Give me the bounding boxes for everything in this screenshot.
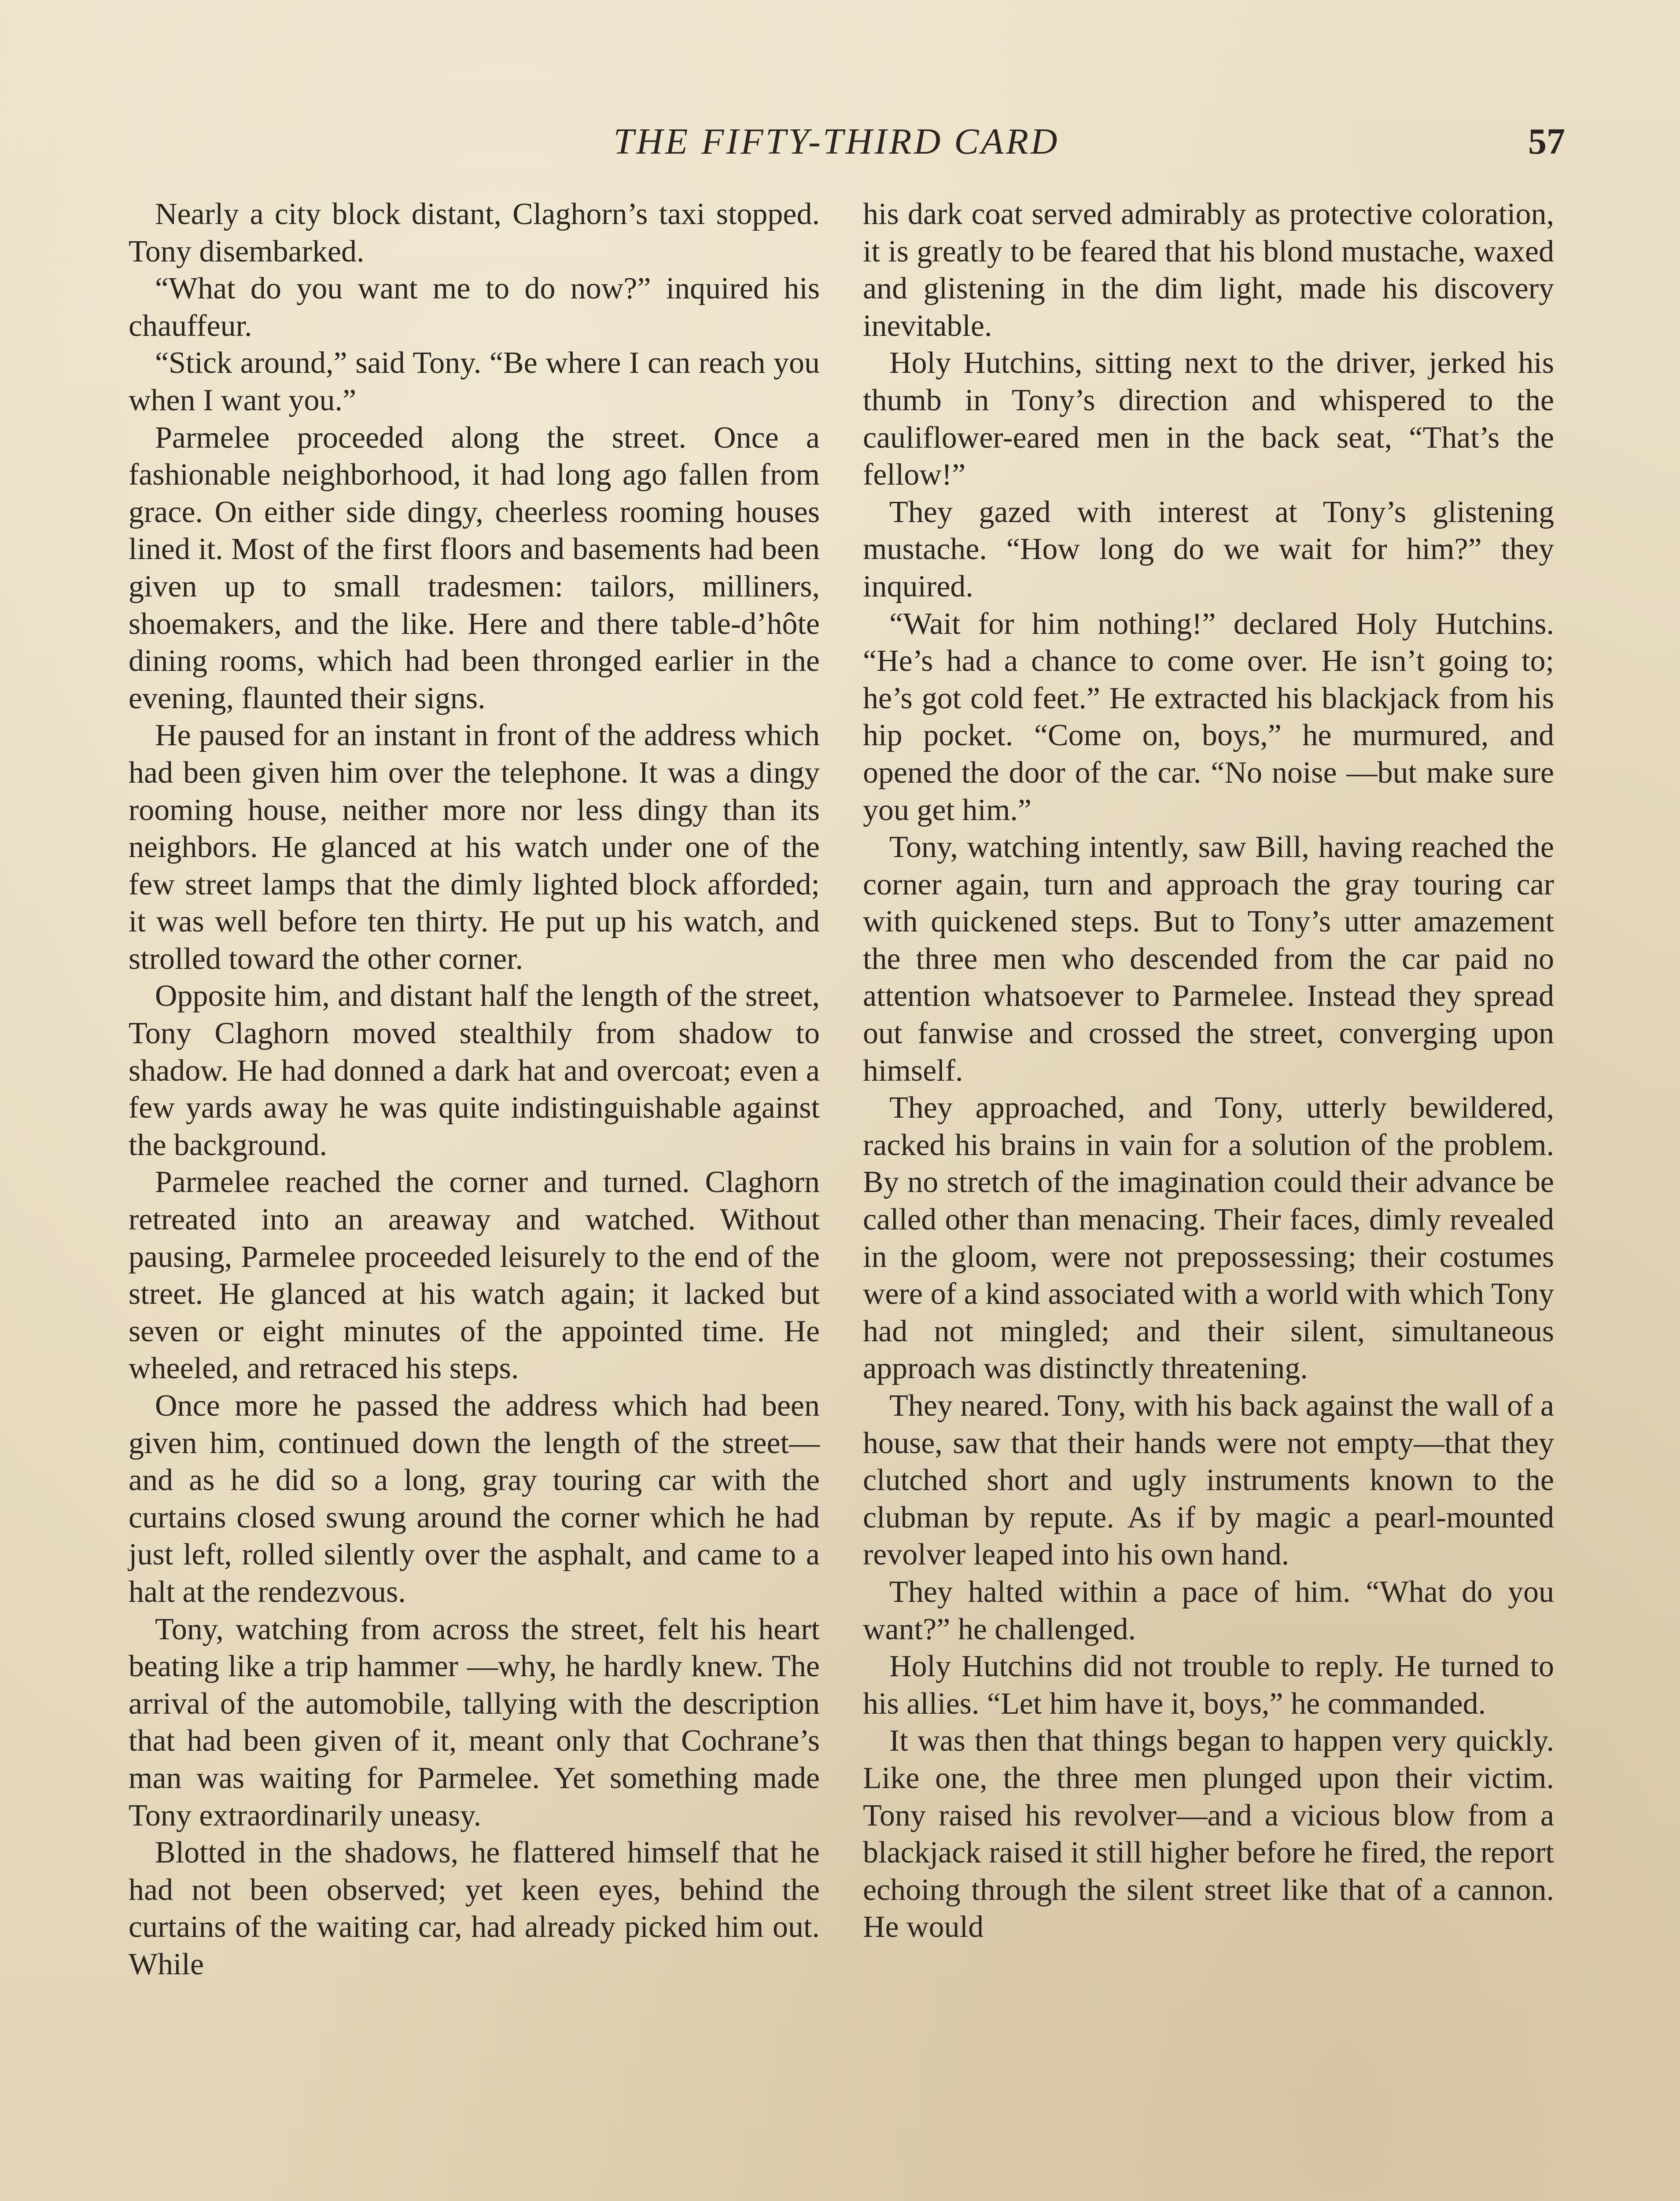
paragraph: They gazed with interest at Tony’s glistening mustache. “How long do we wait for him?” they inquired.	[863, 495, 1554, 604]
running-title: THE FIFTY-THIRD CARD	[613, 121, 1060, 162]
paragraph: Nearly a city block distant, Claghorn’s taxi stopped. Tony disembarked.	[129, 197, 820, 269]
paragraph: They halted within a pace of him. “What do you want?” he challenged.	[863, 1575, 1554, 1646]
paragraph-continued: his dark coat served admirably as protective coloration, it is greatly to be feared that his blond mustache, waxed and glistening in the dim light, made his discovery inevitable.	[863, 197, 1554, 343]
right-column	[863, 196, 1554, 1946]
paragraph: They neared. Tony, with his back against the wall of a house, saw that their hands were not empty—that they clutched short and ugly instruments known to the clubman by repute. As if by magic a pearl-mounted revolver leaped into his own hand.	[863, 1389, 1554, 1572]
paragraph: Opposite him, and distant half the length of the street, Tony Claghorn moved stealthily from shadow to shadow. He had donned a dark hat and overcoat; even a few yards away he was quite indistinguishable against the background.	[129, 979, 820, 1162]
paragraph: Once more he passed the address which had been given him, continued down the length of the street—and as he did so a long, gray touring car with the curtains closed swung around the corner which he had just left, rolled silently over the asphalt, and came to a halt at the rendezvous.	[129, 1389, 820, 1609]
paragraph: Holy Hutchins did not trouble to reply. He turned to his allies. “Let him have it, boys,” he commanded.	[863, 1649, 1554, 1721]
page-number: 57	[1528, 121, 1565, 162]
paragraph: He paused for an instant in front of the address which had been given him over the telephone. It was a dingy rooming house, neither more nor less dingy than its neighbors. He glanced at his watch under one of the few street lamps that the dimly lighted block afforded; it was well before ten thirty. He put up his watch, and strolled toward the other corner.	[129, 718, 820, 976]
left-column	[129, 196, 820, 1984]
paragraph: “What do you want me to do now?” inquired his chauffeur.	[129, 272, 820, 343]
paragraph: They approached, and Tony, utterly bewildered, racked his brains in vain for a solution of the problem. By no stretch of the imagination could their advance be called other than menacing. Their faces, dimly revealed in the gloom, were not prepossessing; their costumes were of a kind associated with a world with which Tony had not mingled; and their silent, simultaneous approach was distinctly threatening.	[863, 1091, 1554, 1386]
paragraph: Blotted in the shadows, he flattered himself that he had not been observed; yet keen eyes, behind the curtains of the waiting car, had already picked him out. While	[129, 1836, 820, 1981]
paragraph: It was then that things began to happen very quickly. Like one, the three men plunged upon their victim. Tony raised his revolver—and a vicious blow from a blackjack raised it still higher before he fired, the report echoing through the silent street like that of a cannon. He would	[863, 1724, 1554, 1944]
paragraph: “Wait for him nothing!” declared Holy Hutchins. “He’s had a chance to come over. He isn’t going to; he’s got cold feet.” He extracted his blackjack from his hip pocket. “Come on, boys,” he murmured, and opened the door of the car. “No noise —but make sure you get him.”	[863, 607, 1554, 827]
paragraph: Holy Hutchins, sitting next to the driver, jerked his thumb in Tony’s direction and whispered to the cauliflower-eared men in the back seat, “That’s the fellow!”	[863, 346, 1554, 492]
paragraph: Parmelee reached the corner and turned. Claghorn retreated into an areaway and watched. Without pausing, Parmelee proceeded leisurely to the end of the street. He glanced at his watch again; it lacked but seven or eight minutes of the appointed time. He wheeled, and retraced his steps.	[129, 1165, 820, 1386]
paragraph: Tony, watching from across the street, felt his heart beating like a trip hammer —why, he hardly knew. The arrival of the automobile, tallying with the description that had been given of it, meant only that Cochrane’s man was waiting for Parmelee. Yet something made Tony extraordinarily uneasy.	[129, 1612, 820, 1833]
page-header	[114, 115, 1565, 168]
paragraph: Parmelee proceeded along the street. Once a fashionable neighborhood, it had long ago fallen from grace. On either side dingy, cheerless rooming houses lined it. Most of the first floors and basements had been given up to small tradesmen: tailors, milliners, shoemakers, and the like. Here and there table-d’hôte dining rooms, which had been thronged earlier in the evening, flaunted their signs.	[129, 420, 820, 715]
paragraph: Tony, watching intently, saw Bill, having reached the corner again, turn and approach the gray touring car with quickened steps. But to Tony’s utter amazement the three men who descended from the car paid no attention whatsoever to Parmelee. Instead they spread out fanwise and crossed the street, converging upon himself.	[863, 830, 1554, 1088]
paragraph: “Stick around,” said Tony. “Be where I can reach you when I want you.”	[129, 346, 820, 417]
